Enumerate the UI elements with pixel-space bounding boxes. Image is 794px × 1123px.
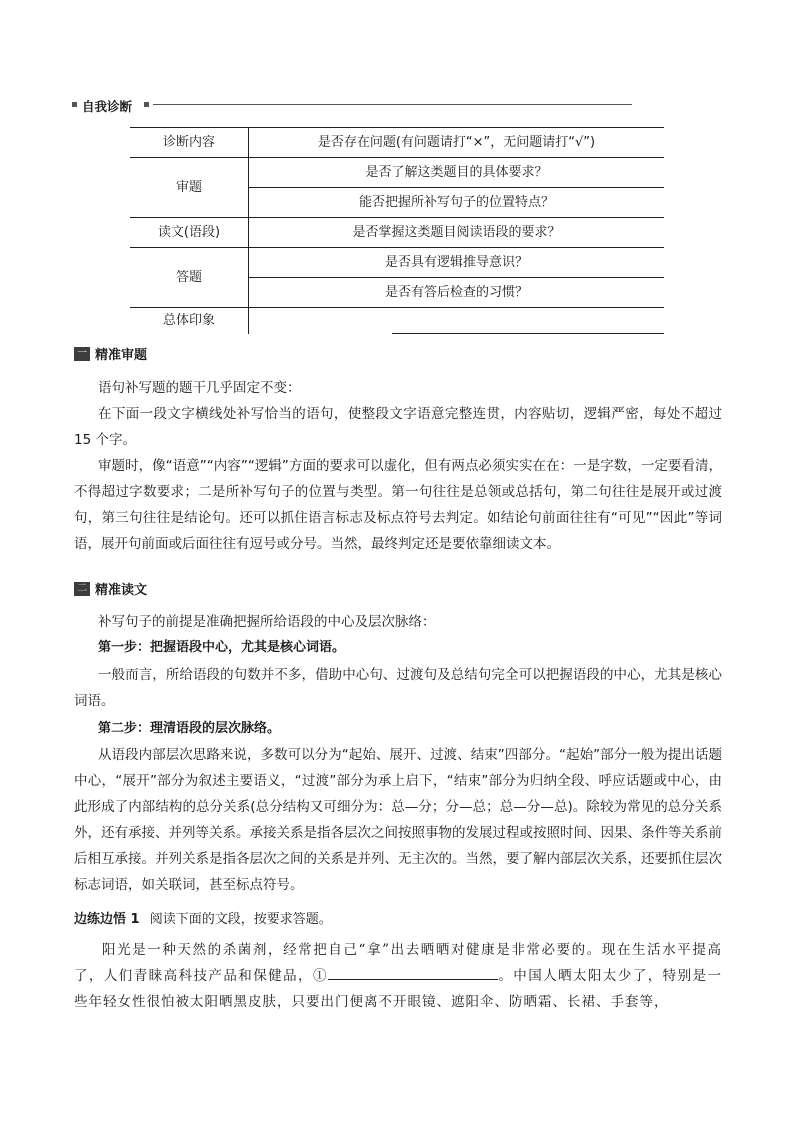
exercise-instruction: 阅读下面的文段，按要求答题。	[149, 912, 332, 927]
section-title: 精准审题	[95, 348, 148, 363]
answer-line	[392, 333, 664, 334]
question-cell: 是否有答后检查的习惯？	[249, 278, 665, 308]
step-heading: 第二步：理清语段的层次脉络。	[98, 721, 281, 736]
exercise-line	[74, 907, 722, 933]
exercise-label: 边练边悟 1	[74, 912, 140, 927]
table-row	[130, 248, 664, 278]
question-cell: 是否掌握这类题目阅读语段的要求？	[249, 218, 665, 248]
header-cell: 诊断内容	[130, 128, 249, 158]
blank-marker: ①	[313, 968, 328, 984]
question-cell: 能否把握所补写句子的位置特点？	[249, 188, 665, 218]
step-heading: 第一步：把握语段中心，尤其是核心词语。	[98, 640, 346, 655]
paragraph: 补写句子的前提是准确把握所给语段的中心及层次脉络：	[98, 614, 436, 630]
question-cell: 是否了解这类题目的具体要求？	[249, 158, 665, 188]
impression-answer-cell	[249, 308, 665, 335]
passage-text: 阳光是一种天然的杀菌剂，经常把自己“拿”出去晒晒对健康是非常必要的。现在生活水平提高了，人们青睐高科技产品和保健品，	[74, 942, 722, 984]
header-rule	[153, 104, 632, 105]
section-number-badge: 一	[74, 347, 90, 361]
category-cell: 读文(语段)	[130, 218, 249, 248]
paragraph: 在下面一段文字横线处补写恰当的语句，使整段文字语意完整连贯，内容贴切，逻辑严密，每处不超过 15 个字。	[74, 406, 722, 448]
diagnosis-table	[130, 127, 664, 334]
header-cell: 是否存在问题(有问题请打“×”，无问题请打“√”)	[249, 128, 665, 158]
category-cell: 总体印象	[130, 308, 249, 335]
paragraph: 审题时，像“语意”“内容”“逻辑”方面的要求可以虚化，但有两点必须实实在在：一是字数，一定要看清，不得超过字数要求；二是所补写句子的位置与类型。第一句往往是总领或总括句，第二句往往是展开或过渡句，第三句往往是结论句。还可以抓住语言标志及标点符号去判定。如结论句前面往往有“可见”“因此”等词语，展开句前面或后面往往有逗号或分号。当然，最终判定还是要依靠细读文本。	[74, 458, 722, 552]
square-bullet-icon	[144, 102, 149, 107]
square-bullet-icon	[72, 102, 77, 107]
category-cell: 答题	[130, 248, 249, 308]
exercise-passage	[74, 937, 722, 1015]
self-diagnosis-header	[72, 98, 632, 114]
table-row	[130, 308, 664, 335]
section-1-header	[74, 343, 148, 363]
passage-text: 。中国人晒太阳太少了，特别是一些年轻女性很怕被太阳晒黑皮肤，只要出门便离不开眼镜、遮阳伞、防晒霜、长裙、手套等，	[74, 968, 722, 1010]
section-2-header	[74, 578, 148, 598]
category-cell: 审题	[130, 158, 249, 218]
section-number-badge: 二	[74, 582, 90, 596]
paragraph: 一般而言，所给语段的句数并不多，借助中心句、过渡句及总结句完全可以把握语段的中心，尤其是核心词语。	[74, 667, 722, 709]
section-title: 精准读文	[95, 583, 148, 598]
table-row	[130, 218, 664, 248]
answer-blank[interactable]	[328, 965, 498, 980]
self-diagnosis-title: 自我诊断	[82, 99, 133, 114]
question-cell: 是否具有逻辑推导意识？	[249, 248, 665, 278]
table-row	[130, 158, 664, 188]
table-header-row	[130, 128, 664, 158]
paragraph: 从语段内部层次思路来说，多数可以分为“起始、展开、过渡、结束”四部分。“起始”部分一般为提出话题中心，“展开”部分为叙述主要语义，“过渡”部分为承上启下，“结束”部分为归纳全段、呼应话题或中心，由此形成了内部结构的总分关系(总分结构又可细分为：总—分；分—总；总—分—总)。除较为常见的总分关系外，还有承接、并列等关系。承接关系是指各层次之间按照事物的发展过程或按照时间、因果、条件等关系前后相互承接。并列关系是指各层次之间的关系是并列、无主次的。当然，要了解内部层次关系，还要抓住层次标志词语，如关联词，甚至标点符号。	[74, 747, 722, 893]
paragraph: 语句补写题的题干几乎固定不变：	[98, 380, 301, 396]
